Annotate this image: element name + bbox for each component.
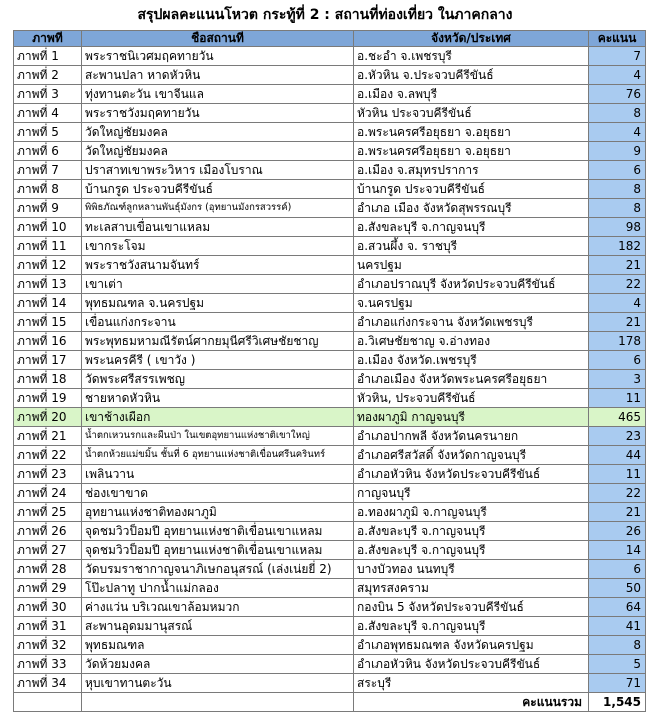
row-score: 50 xyxy=(589,579,646,598)
row-place: วัดใหญ่ชัยมงคล xyxy=(82,142,354,161)
row-province: อ.พระนครศรีอยุธยา จ.อยุธยา xyxy=(354,123,589,142)
table-row xyxy=(14,522,646,541)
row-place: เขาช้างเผือก xyxy=(82,408,354,427)
row-num: ภาพที่ 19 xyxy=(14,389,82,408)
row-place: เขาเต่า xyxy=(82,275,354,294)
row-province: อำเภอหัวหิน จังหวัดประจวบคีรีขันธ์ xyxy=(354,465,589,484)
row-place: วัดพระศรีสรรเพชญ xyxy=(82,370,354,389)
row-num: ภาพที่ 30 xyxy=(14,598,82,617)
row-num: ภาพที่ 28 xyxy=(14,560,82,579)
table-row xyxy=(14,427,646,446)
row-province: อ.พระนครศรีอยุธยา จ.อยุธยา xyxy=(354,142,589,161)
row-province: หัวหิน, ประจวบคีรีขันธ์ xyxy=(354,389,589,408)
row-place: พิพิธภัณฑ์ลูกหลานพันธุ์มังกร (อุทยานมังกรสวรรค์) xyxy=(82,199,354,218)
row-num: ภาพที่ 23 xyxy=(14,465,82,484)
row-score: 11 xyxy=(589,389,646,408)
row-province: อำเภอปราณบุรี จังหวัดประจวบคีรีขันธ์ xyxy=(354,275,589,294)
row-place: น้ำตกห้วยแม่ขมิ้น ชั้นที่ 6 อุทยานแห่งชาติเขื่อนศรีนครินทร์ xyxy=(82,446,354,465)
row-place: พุทธมณฑล จ.นครปฐม xyxy=(82,294,354,313)
row-num: ภาพที่ 24 xyxy=(14,484,82,503)
row-score: 8 xyxy=(589,636,646,655)
total-empty-1 xyxy=(14,693,82,712)
row-place: วัดบรมราชากาญจนาภิเษกอนุสรณ์ (เล่งเน่ยยี่ 2) xyxy=(82,560,354,579)
row-province: อ.สังขละบุรี จ.กาญจนบุรี xyxy=(354,617,589,636)
header-num: ภาพที่ xyxy=(14,31,82,47)
row-num: ภาพที่ 7 xyxy=(14,161,82,180)
row-num: ภาพที่ 34 xyxy=(14,674,82,693)
row-province: อำเภอเมือง จังหวัดพระนครศรีอยุธยา xyxy=(354,370,589,389)
row-place: เพลินวาน xyxy=(82,465,354,484)
table-row xyxy=(14,123,646,142)
row-num: ภาพที่ 6 xyxy=(14,142,82,161)
row-place: เขากระโจม xyxy=(82,237,354,256)
row-province: กาญจนบุรี xyxy=(354,484,589,503)
row-place: สะพานอุดมมานุสรณ์ xyxy=(82,617,354,636)
row-province: ทองผาภูมิ กาญจนบุรี xyxy=(354,408,589,427)
row-province: อ.ชะอำ จ.เพชรบุรี xyxy=(354,47,589,66)
table-row xyxy=(14,655,646,674)
row-province: อ.เมือง จ.ลพบุรี xyxy=(354,85,589,104)
row-place: วัดห้วยมงคล xyxy=(82,655,354,674)
table-row xyxy=(14,598,646,617)
table-row xyxy=(14,465,646,484)
row-score: 4 xyxy=(589,66,646,85)
row-province: อำเภอปากพลี จังหวัดนครนายก xyxy=(354,427,589,446)
row-num: ภาพที่ 5 xyxy=(14,123,82,142)
header-score: คะแนน xyxy=(589,31,646,47)
row-province: อำเภอ เมือง จังหวัดสุพรรณบุรี xyxy=(354,199,589,218)
table-row xyxy=(14,237,646,256)
row-province: นครปฐม xyxy=(354,256,589,275)
table-row xyxy=(14,389,646,408)
row-score: 8 xyxy=(589,199,646,218)
total-label: คะแนนรวม xyxy=(354,693,589,712)
row-province: สมุทรสงคราม xyxy=(354,579,589,598)
row-place: ค่างแว่น บริเวณเขาล้อมหมวก xyxy=(82,598,354,617)
row-province: อ.สวนผึ้ง จ. ราชบุรี xyxy=(354,237,589,256)
row-num: ภาพที่ 9 xyxy=(14,199,82,218)
row-province: อ.สังขละบุรี จ.กาญจนบุรี xyxy=(354,522,589,541)
row-num: ภาพที่ 3 xyxy=(14,85,82,104)
row-score: 21 xyxy=(589,503,646,522)
row-place: เขื่อนแก่งกระจาน xyxy=(82,313,354,332)
row-score: 23 xyxy=(589,427,646,446)
row-province: อำเภอแก่งกระจาน จังหวัดเพชรบุรี xyxy=(354,313,589,332)
row-score: 8 xyxy=(589,104,646,123)
row-score: 6 xyxy=(589,351,646,370)
table-row xyxy=(14,218,646,237)
table-row xyxy=(14,161,646,180)
table-row xyxy=(14,85,646,104)
table-row xyxy=(14,579,646,598)
row-place: ช่องเขาขาด xyxy=(82,484,354,503)
row-num: ภาพที่ 13 xyxy=(14,275,82,294)
total-row xyxy=(14,693,646,712)
row-score: 21 xyxy=(589,313,646,332)
row-score: 5 xyxy=(589,655,646,674)
table-row xyxy=(14,142,646,161)
vote-results-table xyxy=(13,30,646,712)
row-num: ภาพที่ 1 xyxy=(14,47,82,66)
row-score: 64 xyxy=(589,598,646,617)
row-place: อุทยานแห่งชาติทองผาภูมิ xyxy=(82,503,354,522)
row-place: พระนครคีรี ( เขาวัง ) xyxy=(82,351,354,370)
row-num: ภาพที่ 12 xyxy=(14,256,82,275)
row-score: 6 xyxy=(589,560,646,579)
row-num: ภาพที่ 2 xyxy=(14,66,82,85)
table-row xyxy=(14,617,646,636)
page-title: สรุปผลคะแนนโหวต กระทู้ที่ 2 : สถานที่ท่องเที่ยว ในภาคกลาง xyxy=(137,7,513,23)
table-row xyxy=(14,313,646,332)
table-row xyxy=(14,351,646,370)
row-num: ภาพที่ 17 xyxy=(14,351,82,370)
row-place: น้ำตกเหวนรกและผืนป่า ในเขตอุทยานแห่งชาติเขาใหญ่ xyxy=(82,427,354,446)
row-place: ชายหาดหัวหิน xyxy=(82,389,354,408)
row-num: ภาพที่ 31 xyxy=(14,617,82,636)
table-row xyxy=(14,180,646,199)
table-row xyxy=(14,275,646,294)
row-num: ภาพที่ 32 xyxy=(14,636,82,655)
row-score: 14 xyxy=(589,541,646,560)
row-score: 22 xyxy=(589,275,646,294)
table-row xyxy=(14,66,646,85)
row-num: ภาพที่ 14 xyxy=(14,294,82,313)
row-score: 26 xyxy=(589,522,646,541)
row-score: 4 xyxy=(589,123,646,142)
row-province: อ.ทองผาภูมิ จ.กาญจนบุรี xyxy=(354,503,589,522)
row-place: พระราชวังสนามจันทร์ xyxy=(82,256,354,275)
row-score: 178 xyxy=(589,332,646,351)
row-num: ภาพที่ 16 xyxy=(14,332,82,351)
table-row xyxy=(14,47,646,66)
table-row xyxy=(14,446,646,465)
row-place: จุดชมวิวป็อมปี อุทยานแห่งชาติเขื่อนเขาแหลม xyxy=(82,522,354,541)
row-score: 71 xyxy=(589,674,646,693)
row-province: อ.เมือง จ.สมุทรปราการ xyxy=(354,161,589,180)
header-province: จังหวัด/ประเทศ xyxy=(354,31,589,47)
row-score: 8 xyxy=(589,180,646,199)
header-row xyxy=(14,31,646,47)
row-num: ภาพที่ 22 xyxy=(14,446,82,465)
table-row xyxy=(14,256,646,275)
table-row xyxy=(14,560,646,579)
row-place: ทะเลสาบเขื่อนเขาแหลม xyxy=(82,218,354,237)
row-score: 41 xyxy=(589,617,646,636)
row-num: ภาพที่ 15 xyxy=(14,313,82,332)
row-score: 465 xyxy=(589,408,646,427)
row-province: อ.สังขละบุรี จ.กาญจนบุรี xyxy=(354,541,589,560)
row-province: อำเภอพุทธมณฑล จังหวัดนครปฐม xyxy=(354,636,589,655)
row-place: บ้านกรูด ประจวบคีรีขันธ์ xyxy=(82,180,354,199)
row-province: สระบุรี xyxy=(354,674,589,693)
total-empty-2 xyxy=(82,693,354,712)
table-row xyxy=(14,332,646,351)
row-province: อ.หัวหิน จ.ประจวบคีรีขันธ์ xyxy=(354,66,589,85)
table-row xyxy=(14,294,646,313)
row-num: ภาพที่ 26 xyxy=(14,522,82,541)
header-place: ชื่อสถานที่ xyxy=(82,31,354,47)
row-score: 3 xyxy=(589,370,646,389)
row-province: อำเภอศรีสวัสดิ์ จังหวัดกาญจนบุรี xyxy=(354,446,589,465)
row-score: 4 xyxy=(589,294,646,313)
total-value: 1,545 xyxy=(589,693,646,712)
table-row xyxy=(14,541,646,560)
row-place: ปราสาทเขาพระวิหาร เมืองโบราณ xyxy=(82,161,354,180)
row-place: พระราชนิเวศมฤคทายวัน xyxy=(82,47,354,66)
row-place: พระราชวังมฤคทายวัน xyxy=(82,104,354,123)
row-num: ภาพที่ 8 xyxy=(14,180,82,199)
table-row xyxy=(14,484,646,503)
row-province: กองบิน 5 จังหวัดประจวบคีรีขันธ์ xyxy=(354,598,589,617)
row-score: 76 xyxy=(589,85,646,104)
row-province: อ.วิเศษชัยชาญ จ.อ่างทอง xyxy=(354,332,589,351)
row-province: อ.เมือง จังหวัด.เพชรบุรี xyxy=(354,351,589,370)
row-score: 7 xyxy=(589,47,646,66)
row-place: พระพุทธมหามณีรัตน์ศากยมุนีศรีวิเศษชัยชาญ xyxy=(82,332,354,351)
row-num: ภาพที่ 11 xyxy=(14,237,82,256)
row-num: ภาพที่ 10 xyxy=(14,218,82,237)
row-num: ภาพที่ 18 xyxy=(14,370,82,389)
row-province: อำเภอหัวหิน จังหวัดประจวบคีรีขันธ์ xyxy=(354,655,589,674)
row-province: บางบัวทอง นนทบุรี xyxy=(354,560,589,579)
row-score: 98 xyxy=(589,218,646,237)
row-province: หัวหิน ประจวบคีรีขันธ์ xyxy=(354,104,589,123)
table-row xyxy=(14,408,646,427)
row-score: 22 xyxy=(589,484,646,503)
table-row xyxy=(14,636,646,655)
row-num: ภาพที่ 21 xyxy=(14,427,82,446)
row-place: สะพานปลา หาดหัวหิน xyxy=(82,66,354,85)
table-row xyxy=(14,104,646,123)
row-num: ภาพที่ 33 xyxy=(14,655,82,674)
row-score: 11 xyxy=(589,465,646,484)
table-row xyxy=(14,674,646,693)
row-score: 182 xyxy=(589,237,646,256)
row-num: ภาพที่ 20 xyxy=(14,408,82,427)
row-place: โป๊ะปลาทู ปากน้ำแม่กลอง xyxy=(82,579,354,598)
row-place: หุบเขาทานตะวัน xyxy=(82,674,354,693)
row-num: ภาพที่ 25 xyxy=(14,503,82,522)
row-score: 6 xyxy=(589,161,646,180)
table-row xyxy=(14,199,646,218)
row-province: อ.สังขละบุรี จ.กาญจนบุรี xyxy=(354,218,589,237)
row-province: จ.นครปฐม xyxy=(354,294,589,313)
table-row xyxy=(14,503,646,522)
row-num: ภาพที่ 29 xyxy=(14,579,82,598)
row-score: 44 xyxy=(589,446,646,465)
row-num: ภาพที่ 27 xyxy=(14,541,82,560)
row-place: พุทธมณฑล xyxy=(82,636,354,655)
row-score: 9 xyxy=(589,142,646,161)
row-province: บ้านกรูด ประจวบคีรีขันธ์ xyxy=(354,180,589,199)
row-score: 21 xyxy=(589,256,646,275)
row-place: ทุ่งทานตะวัน เขาจีนแล xyxy=(82,85,354,104)
row-num: ภาพที่ 4 xyxy=(14,104,82,123)
row-place: จุดชมวิวป็อมปี อุทยานแห่งชาติเขื่อนเขาแหลม xyxy=(82,541,354,560)
row-place: วัดใหญ่ชัยมงคล xyxy=(82,123,354,142)
table-row xyxy=(14,370,646,389)
